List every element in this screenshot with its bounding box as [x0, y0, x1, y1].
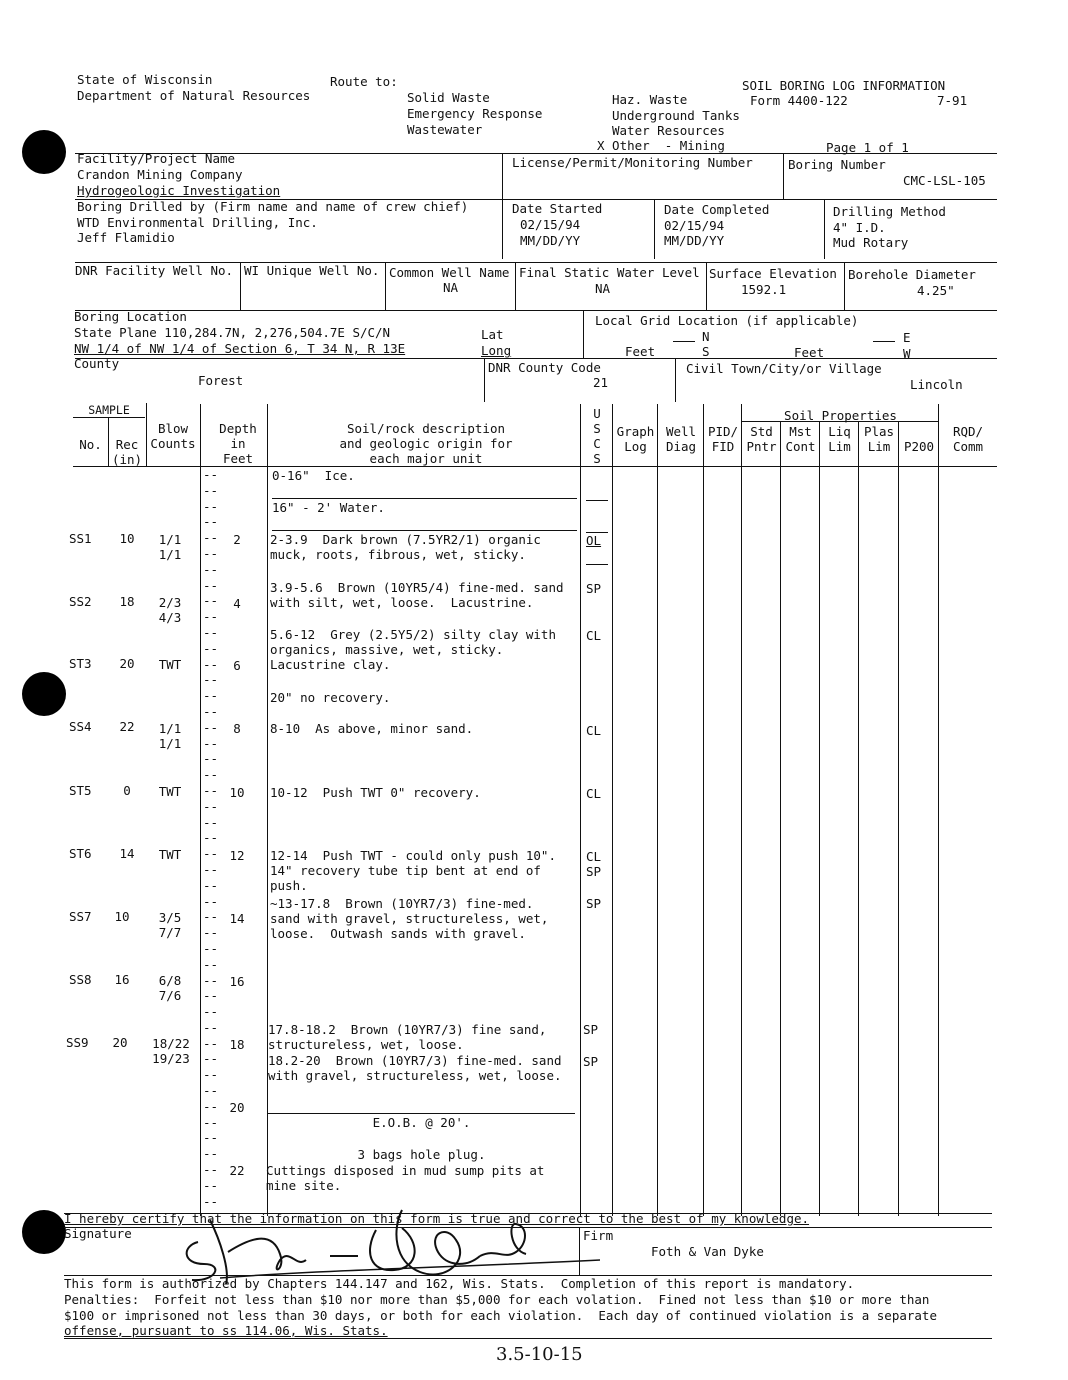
- col-rqd-comm: RQD/ Comm: [952, 424, 984, 454]
- rule: [780, 421, 781, 1216]
- sample-no: ST5: [69, 783, 92, 798]
- sample-rec: 22: [119, 719, 135, 734]
- rule: [612, 404, 613, 1216]
- depth-tick: --: [203, 830, 219, 846]
- sample-no: SS2: [69, 594, 92, 609]
- long-label: Long: [481, 343, 512, 358]
- soil-properties-header: Soil Properties: [784, 408, 897, 423]
- uscs-code: SP: [586, 896, 602, 911]
- civil-town-label: Civil Town/City/or Village: [686, 361, 882, 376]
- depth-tick: --: [203, 751, 219, 767]
- grid-w: W: [903, 346, 911, 361]
- common-well-label: Common Well Name: [389, 265, 510, 280]
- date-started-format: MM/DD/YY: [520, 233, 581, 248]
- depth-value: 4: [233, 596, 241, 611]
- description: 8-10 As above, minor sand.: [270, 721, 474, 736]
- depth-tick: --: [203, 1083, 219, 1099]
- col-std-pntr: Std Pntr: [746, 424, 777, 454]
- local-grid-label: Local Grid Location (if applicable): [595, 313, 859, 328]
- depth-tick: --: [203, 1146, 219, 1162]
- description: 17.8-18.2 Brown (10YR7/3) fine sand, structureless, wet, loose.: [268, 1022, 547, 1052]
- sample-no: SS7: [69, 909, 92, 924]
- depth-value: 14: [229, 911, 245, 926]
- sample-rec: 18: [119, 594, 135, 609]
- authorization-text: This form is authorized by Chapters 144.147 and 162, Wis. Stats. Completion of this report is mandatory.: [64, 1276, 855, 1291]
- sample-blow: 3/5 7/7: [158, 910, 182, 940]
- depth-tick: --: [203, 814, 219, 830]
- sample-blow: TWT: [158, 784, 182, 799]
- description: 0-16" Ice.: [272, 468, 355, 483]
- depth-tick: --: [203, 609, 219, 625]
- depth-tick: --: [203, 846, 219, 862]
- county-name: Forest: [198, 373, 244, 388]
- depth-tick: --: [203, 688, 219, 704]
- form-number: Form 4400-122: [750, 93, 848, 108]
- depth-tick: --: [203, 909, 219, 925]
- date-completed-label: Date Completed: [664, 202, 770, 217]
- sample-blow: 1/1 1/1: [158, 721, 182, 751]
- description: 16" - 2' Water.: [272, 500, 385, 515]
- static-water-level: NA: [595, 281, 611, 296]
- description: ~13-17.8 Brown (10YR7/3) fine-med. sand with gravel, structureless, wet, loose. Outwash sands with gravel.: [270, 896, 549, 941]
- col-well-diag: Well Diag: [665, 424, 697, 454]
- depth-tick: --: [203, 672, 219, 688]
- drilling-method-size: 4" I.D.: [833, 220, 886, 235]
- depth-tick: --: [203, 767, 219, 783]
- rule: [75, 310, 997, 311]
- rule: [824, 199, 825, 259]
- description: Cuttings disposed in mud sump pits at mine site.: [266, 1163, 545, 1193]
- uscs-code: CL: [586, 786, 602, 801]
- rule: [108, 417, 109, 467]
- route-other-mining: X Other - Mining: [597, 138, 725, 153]
- page-number: 3.5-10-15: [496, 1344, 583, 1365]
- route-water-resources: Water Resources: [612, 123, 725, 138]
- uscs-code: SP: [583, 1022, 599, 1037]
- punch-hole: [22, 130, 66, 174]
- sample-rec: 20: [119, 656, 135, 671]
- depth-tick: --: [203, 530, 219, 546]
- rule: [654, 199, 655, 259]
- wi-unique-well-label: WI Unique Well No.: [244, 263, 380, 278]
- depth-tick: --: [203, 593, 219, 609]
- depth-value: 20: [229, 1100, 245, 1115]
- sample-no: SS1: [69, 531, 92, 546]
- depth-tick: --: [203, 925, 219, 941]
- depth-tick: --: [203, 1051, 219, 1067]
- depth-tick: --: [203, 1114, 219, 1130]
- depth-tick-column: [203, 467, 218, 1209]
- surface-elevation-label: Surface Elevation: [709, 266, 837, 281]
- depth-tick: --: [203, 1004, 219, 1020]
- depth-tick: --: [203, 577, 219, 593]
- facility-project: Hydrogeologic Investigation: [77, 183, 281, 198]
- sample-header: SAMPLE: [88, 403, 130, 417]
- form-date: 7-91: [937, 93, 968, 108]
- punch-hole: [22, 672, 66, 716]
- sample-blow: TWT: [158, 657, 182, 672]
- rule: [741, 404, 742, 1216]
- depth-tick: --: [203, 972, 219, 988]
- date-started: 02/15/94: [520, 217, 581, 232]
- depth-tick: --: [203, 877, 219, 893]
- col-blow: Blow Counts: [150, 421, 196, 451]
- drilling-firm: WTD Environmental Drilling, Inc.: [77, 215, 318, 230]
- depth-tick: --: [203, 482, 219, 498]
- depth-tick: --: [203, 719, 219, 735]
- depth-tick: --: [203, 988, 219, 1004]
- uscs-code: CL: [586, 628, 602, 643]
- depth-tick: --: [203, 624, 219, 640]
- rule: [272, 498, 577, 499]
- uscs-code: CL: [586, 723, 602, 738]
- depth-tick: --: [203, 467, 219, 482]
- borehole-diameter: 4.25": [917, 283, 955, 298]
- depth-tick: --: [203, 1067, 219, 1083]
- penalties-line-2: $100 or imprisoned not less than 30 days, or both for each violation. Each day of continued violation is a separate: [64, 1308, 937, 1323]
- depth-tick: --: [203, 640, 219, 656]
- handwritten-signature: [180, 1190, 620, 1285]
- lat-label: Lat: [481, 327, 504, 342]
- rule: [515, 262, 516, 310]
- description: 3.9-5.6 Brown (10YR5/4) fine-med. sand with silt, wet, loose. Lacustrine.: [270, 580, 564, 610]
- signature-label: Signature: [64, 1226, 132, 1241]
- date-started-label: Date Started: [512, 201, 603, 216]
- rule: [586, 500, 608, 501]
- rule: [706, 262, 707, 310]
- description: 20" no recovery.: [270, 690, 391, 705]
- depth-tick: --: [203, 956, 219, 972]
- drilling-method-type: Mud Rotary: [833, 235, 909, 250]
- col-liq-lim: Liq Lim: [828, 424, 851, 454]
- rule: [267, 404, 268, 1216]
- depth-tick: --: [203, 703, 219, 719]
- drilling-method-label: Drilling Method: [833, 204, 946, 219]
- col-mst-cont: Mst Cont: [785, 424, 816, 454]
- description: 10-12 Push TWT 0" recovery.: [270, 785, 481, 800]
- uscs-code: CL: [586, 849, 602, 864]
- firm-name: Foth & Van Dyke: [651, 1244, 764, 1259]
- dnr-facility-well-label: DNR Facility Well No.: [75, 263, 234, 278]
- borehole-diameter-label: Borehole Diameter: [848, 267, 976, 282]
- rule: [484, 358, 485, 402]
- depth-value: 6: [233, 658, 241, 673]
- sample-no: SS8: [69, 972, 92, 987]
- grid-feet-ns: Feet: [625, 344, 656, 359]
- rule: [580, 404, 581, 1216]
- route-solid-waste: Solid Waste: [407, 90, 490, 105]
- uscs-code: SP: [583, 1054, 599, 1069]
- depth-tick: --: [203, 1177, 219, 1193]
- description: 12-14 Push TWT - could only push 10". 14" recovery tube tip bent at end of push.: [270, 848, 556, 893]
- col-plas-lim: Plas Lim: [863, 424, 895, 454]
- sample-rec: 16: [114, 972, 130, 987]
- sample-rec: 20: [112, 1035, 128, 1050]
- rule: [938, 404, 939, 1216]
- col-uscs: U S C S: [593, 406, 601, 466]
- rule: [75, 358, 997, 359]
- end-of-boring: E.O.B. @ 20'.: [372, 1115, 471, 1130]
- rule: [240, 262, 241, 310]
- uscs-code: SP: [586, 581, 602, 596]
- form-title: SOIL BORING LOG INFORMATION: [742, 78, 946, 93]
- sample-no: SS4: [69, 719, 92, 734]
- route-emergency-response: Emergency Response: [407, 106, 543, 121]
- sample-blow: 6/8 7/6: [158, 973, 182, 1003]
- depth-value: 8: [233, 721, 241, 736]
- rule: [657, 404, 658, 1216]
- depth-tick: --: [203, 1019, 219, 1035]
- boring-location-label: Boring Location: [74, 309, 187, 324]
- depth-tick: --: [203, 798, 219, 814]
- sample-rec: 0: [123, 783, 131, 798]
- license-label: License/Permit/Monitoring Number: [512, 155, 753, 170]
- depth-tick: --: [203, 893, 219, 909]
- route-haz-waste: Haz. Waste: [612, 92, 688, 107]
- col-pid-fid: PID/ FID: [707, 424, 739, 454]
- penalties-line-1: Penalties: Forfeit not less than $10 nor more than $5,000 for each volation. Fined not less than $10 or more than: [64, 1292, 930, 1307]
- sample-blow: 18/22 19/23: [152, 1036, 190, 1066]
- rule: [675, 358, 676, 402]
- drilled-by-label: Boring Drilled by (Firm name and name of crew chief): [77, 199, 469, 214]
- route-underground-tanks: Underground Tanks: [612, 108, 740, 123]
- rule: [385, 262, 386, 310]
- dnr-county-code: 21: [593, 375, 609, 390]
- depth-tick: --: [203, 514, 219, 530]
- col-rec: Rec (in): [111, 437, 143, 467]
- depth-tick: --: [203, 1193, 219, 1209]
- grid-feet-ew: Feet: [794, 345, 825, 360]
- depth-tick: --: [203, 561, 219, 577]
- sample-blow: 2/3 4/3: [158, 595, 182, 625]
- sample-blow: TWT: [158, 847, 182, 862]
- rule: [583, 310, 584, 358]
- rule: [844, 262, 845, 310]
- rule: [819, 421, 820, 1216]
- boring-number-label: Boring Number: [788, 157, 886, 172]
- depth-value: 10: [229, 785, 245, 800]
- col-p200: P200: [903, 439, 935, 454]
- route-to-label: Route to:: [330, 74, 398, 89]
- date-completed-format: MM/DD/YY: [664, 233, 725, 248]
- state-name: State of Wisconsin: [77, 72, 213, 87]
- depth-tick: --: [203, 1130, 219, 1146]
- depth-tick: --: [203, 735, 219, 751]
- common-well-name: NA: [443, 280, 459, 295]
- depth-tick: --: [203, 1162, 219, 1178]
- depth-tick: --: [203, 498, 219, 514]
- sample-rec: 10: [119, 531, 135, 546]
- firm-label: Firm: [583, 1228, 614, 1243]
- depth-tick: --: [203, 656, 219, 672]
- col-depth: Depth in Feet: [219, 421, 257, 466]
- sample-no: SS9: [66, 1035, 89, 1050]
- description: 18.2-20 Brown (10YR7/3) fine-med. sand with gravel, structureless, wet, loose.: [268, 1053, 562, 1083]
- description: 3 bags hole plug.: [357, 1147, 486, 1162]
- rule: [268, 1113, 575, 1114]
- rule: [502, 199, 503, 259]
- uscs-code: OL: [586, 533, 602, 548]
- state-plane-coordinates: State Plane 110,284.7N, 2,276,504.7E S/C/N: [74, 325, 391, 340]
- rule: [200, 404, 201, 1216]
- depth-tick: --: [203, 1035, 219, 1051]
- rule: [703, 404, 704, 1216]
- rule: [898, 421, 899, 1216]
- depth-value: 18: [229, 1037, 245, 1052]
- sample-blow: 1/1 1/1: [158, 532, 182, 562]
- depth-tick: --: [203, 545, 219, 561]
- depth-tick: --: [203, 861, 219, 877]
- depth-tick: --: [203, 1098, 219, 1114]
- route-wastewater: Wastewater: [407, 122, 483, 137]
- sample-rec: 10: [114, 909, 130, 924]
- date-completed: 02/15/94: [664, 218, 725, 233]
- rule: [873, 341, 895, 342]
- depth-tick: --: [203, 782, 219, 798]
- rule: [502, 153, 503, 199]
- depth-value: 2: [233, 532, 241, 547]
- depth-value: 16: [229, 974, 245, 989]
- depth-value: 12: [229, 848, 245, 863]
- certification-statement: I hereby certify that the information on this form is true and correct to the best of my knowledge.: [64, 1211, 810, 1226]
- rule: [146, 403, 147, 467]
- crew-chief: Jeff Flamidio: [77, 230, 175, 245]
- depth-value: 22: [229, 1163, 245, 1178]
- grid-s: S: [702, 344, 710, 359]
- sample-no: ST6: [69, 846, 92, 861]
- rule: [858, 421, 859, 1216]
- sample-rec: 14: [119, 846, 135, 861]
- page-indicator: Page 1 of 1: [826, 140, 909, 155]
- civil-town: Lincoln: [910, 377, 963, 392]
- surface-elevation: 1592.1: [741, 282, 787, 297]
- rule: [272, 530, 577, 531]
- rule: [783, 153, 784, 199]
- section-location: NW 1/4 of NW 1/4 of Section 6, T 34 N, R 13E: [74, 341, 406, 356]
- uscs-code: SP: [586, 864, 602, 879]
- col-graph-log: Graph Log: [616, 424, 655, 454]
- rule: [586, 564, 608, 565]
- col-description: Soil/rock description and geologic origin for each major unit: [339, 421, 513, 466]
- grid-n: N: [702, 329, 710, 344]
- description: 5.6-12 Grey (2.5Y5/2) silty clay with organics, massive, wet, sticky. Lacustrine clay.: [270, 627, 556, 672]
- penalties-line-3: offense, pursuant to ss 114.06, Wis. Stats.: [64, 1323, 388, 1338]
- boring-number: CMC-LSL-105: [903, 173, 986, 188]
- grid-e: E: [903, 330, 911, 345]
- dnr-county-code-label: DNR County Code: [488, 360, 601, 375]
- sample-no: ST3: [69, 656, 92, 671]
- rule: [673, 341, 695, 342]
- depth-tick: --: [203, 940, 219, 956]
- department-name: Department of Natural Resources: [77, 88, 311, 103]
- facility-name: Crandon Mining Company: [77, 167, 243, 182]
- facility-label: Facility/Project Name: [77, 151, 236, 166]
- rule: [64, 1338, 992, 1339]
- county-label: County: [74, 356, 120, 371]
- static-water-label: Final Static Water Level: [519, 265, 700, 280]
- col-no: No.: [79, 437, 102, 452]
- description: 2-3.9 Dark brown (7.5YR2/1) organic muck, roots, fibrous, wet, sticky.: [270, 532, 541, 562]
- punch-hole: [22, 1210, 66, 1254]
